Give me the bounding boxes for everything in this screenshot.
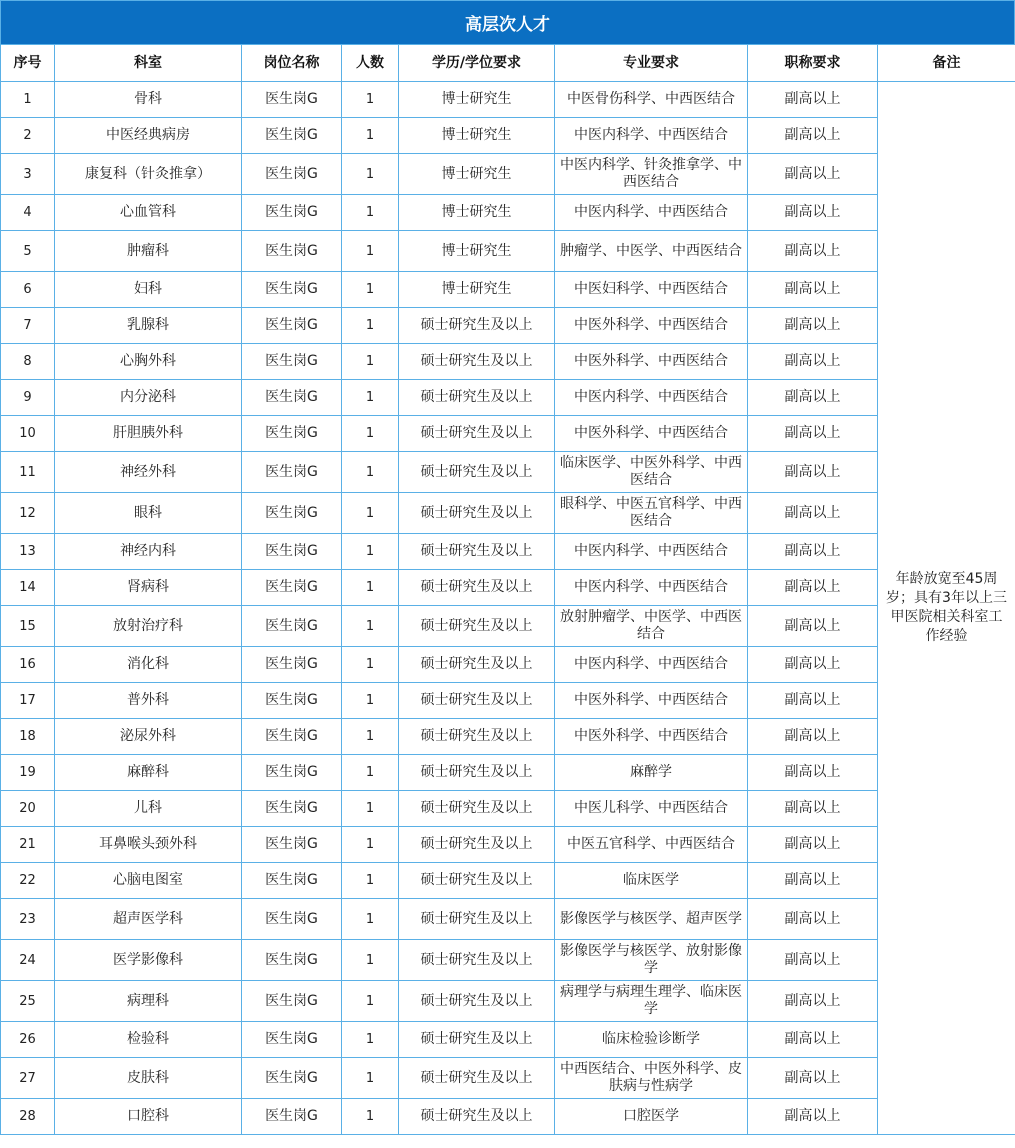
row-number: 18 <box>1 719 55 755</box>
education-cell: 硕士研究生及以上 <box>399 1058 555 1099</box>
professional-title-cell: 副高以上 <box>748 827 878 863</box>
department-cell: 消化科 <box>55 647 242 683</box>
education-cell: 硕士研究生及以上 <box>399 380 555 416</box>
education-cell: 硕士研究生及以上 <box>399 1099 555 1135</box>
headcount-cell: 1 <box>342 981 399 1022</box>
professional-title-cell: 副高以上 <box>748 272 878 308</box>
education-cell: 硕士研究生及以上 <box>399 344 555 380</box>
post-name-cell: 医生岗G <box>242 380 342 416</box>
row-number: 8 <box>1 344 55 380</box>
post-name-cell: 医生岗G <box>242 940 342 981</box>
post-name-cell: 医生岗G <box>242 755 342 791</box>
post-name-cell: 医生岗G <box>242 647 342 683</box>
table-row <box>1 493 1015 534</box>
header-dept: 科室 <box>55 45 242 82</box>
education-cell: 硕士研究生及以上 <box>399 940 555 981</box>
table-row <box>1 1022 1015 1058</box>
professional-title-cell: 副高以上 <box>748 647 878 683</box>
professional-title-cell: 副高以上 <box>748 416 878 452</box>
table-row <box>1 606 1015 647</box>
headcount-cell: 1 <box>342 863 399 899</box>
post-name-cell: 医生岗G <box>242 863 342 899</box>
headcount-cell: 1 <box>342 308 399 344</box>
table-row <box>1 1058 1015 1099</box>
table-row <box>1 981 1015 1022</box>
post-name-cell: 医生岗G <box>242 118 342 154</box>
major-cell: 口腔医学 <box>555 1099 748 1135</box>
table-title: 高层次人才 <box>0 0 1015 44</box>
row-number: 21 <box>1 827 55 863</box>
major-cell: 中西医结合、中医外科学、皮肤病与性病学 <box>555 1058 748 1099</box>
education-cell: 博士研究生 <box>399 195 555 231</box>
department-cell: 儿科 <box>55 791 242 827</box>
major-cell: 中医骨伤科学、中西医结合 <box>555 82 748 118</box>
table-row <box>1 683 1015 719</box>
table-row <box>1 380 1015 416</box>
department-cell: 中医经典病房 <box>55 118 242 154</box>
table-row <box>1 118 1015 154</box>
department-cell: 妇科 <box>55 272 242 308</box>
post-name-cell: 医生岗G <box>242 1022 342 1058</box>
row-number: 22 <box>1 863 55 899</box>
post-name-cell: 医生岗G <box>242 493 342 534</box>
table-row <box>1 534 1015 570</box>
major-cell: 临床检验诊断学 <box>555 1022 748 1058</box>
table-row <box>1 899 1015 940</box>
department-cell: 心脑电图室 <box>55 863 242 899</box>
row-number: 16 <box>1 647 55 683</box>
post-name-cell: 医生岗G <box>242 1058 342 1099</box>
post-name-cell: 医生岗G <box>242 82 342 118</box>
table-row <box>1 195 1015 231</box>
table-row <box>1 940 1015 981</box>
post-name-cell: 医生岗G <box>242 195 342 231</box>
professional-title-cell: 副高以上 <box>748 755 878 791</box>
professional-title-cell: 副高以上 <box>748 452 878 493</box>
row-number: 11 <box>1 452 55 493</box>
headcount-cell: 1 <box>342 791 399 827</box>
department-cell: 耳鼻喉头颈外科 <box>55 827 242 863</box>
post-name-cell: 医生岗G <box>242 308 342 344</box>
post-name-cell: 医生岗G <box>242 719 342 755</box>
table-row <box>1 344 1015 380</box>
major-cell: 中医内科学、中西医结合 <box>555 195 748 231</box>
row-number: 1 <box>1 82 55 118</box>
education-cell: 硕士研究生及以上 <box>399 791 555 827</box>
row-number: 9 <box>1 380 55 416</box>
education-cell: 博士研究生 <box>399 231 555 272</box>
post-name-cell: 医生岗G <box>242 570 342 606</box>
table-row <box>1 154 1015 195</box>
major-cell: 临床医学、中医外科学、中西医结合 <box>555 452 748 493</box>
major-cell: 眼科学、中医五官科学、中西医结合 <box>555 493 748 534</box>
major-cell: 中医内科学、中西医结合 <box>555 534 748 570</box>
table-row <box>1 755 1015 791</box>
row-number: 28 <box>1 1099 55 1135</box>
row-number: 5 <box>1 231 55 272</box>
department-cell: 泌尿外科 <box>55 719 242 755</box>
headcount-cell: 1 <box>342 755 399 791</box>
professional-title-cell: 副高以上 <box>748 940 878 981</box>
major-cell: 放射肿瘤学、中医学、中西医结合 <box>555 606 748 647</box>
professional-title-cell: 副高以上 <box>748 534 878 570</box>
department-cell: 检验科 <box>55 1022 242 1058</box>
professional-title-cell: 副高以上 <box>748 154 878 195</box>
headcount-cell: 1 <box>342 647 399 683</box>
department-cell: 神经内科 <box>55 534 242 570</box>
post-name-cell: 医生岗G <box>242 452 342 493</box>
table-row <box>1 647 1015 683</box>
headcount-cell: 1 <box>342 493 399 534</box>
row-number: 3 <box>1 154 55 195</box>
header-post: 岗位名称 <box>242 45 342 82</box>
post-name-cell: 医生岗G <box>242 231 342 272</box>
header-note: 备注 <box>878 45 1015 82</box>
headcount-cell: 1 <box>342 195 399 231</box>
professional-title-cell: 副高以上 <box>748 82 878 118</box>
post-name-cell: 医生岗G <box>242 791 342 827</box>
remarks-cell: 年龄放宽至45周岁；具有3年以上三甲医院相关科室工作经验 <box>878 82 1015 1135</box>
professional-title-cell: 副高以上 <box>748 606 878 647</box>
row-number: 14 <box>1 570 55 606</box>
department-cell: 神经外科 <box>55 452 242 493</box>
professional-title-cell: 副高以上 <box>748 719 878 755</box>
major-cell: 肿瘤学、中医学、中西医结合 <box>555 231 748 272</box>
education-cell: 硕士研究生及以上 <box>399 534 555 570</box>
department-cell: 心血管科 <box>55 195 242 231</box>
row-number: 24 <box>1 940 55 981</box>
headcount-cell: 1 <box>342 534 399 570</box>
professional-title-cell: 副高以上 <box>748 493 878 534</box>
education-cell: 硕士研究生及以上 <box>399 755 555 791</box>
header-count: 人数 <box>342 45 399 82</box>
headcount-cell: 1 <box>342 1022 399 1058</box>
major-cell: 中医外科学、中西医结合 <box>555 416 748 452</box>
row-number: 27 <box>1 1058 55 1099</box>
education-cell: 博士研究生 <box>399 272 555 308</box>
professional-title-cell: 副高以上 <box>748 981 878 1022</box>
headcount-cell: 1 <box>342 570 399 606</box>
professional-title-cell: 副高以上 <box>748 344 878 380</box>
headcount-cell: 1 <box>342 231 399 272</box>
department-cell: 病理科 <box>55 981 242 1022</box>
department-cell: 麻醉科 <box>55 755 242 791</box>
row-number: 23 <box>1 899 55 940</box>
headcount-cell: 1 <box>342 719 399 755</box>
table-row <box>1 231 1015 272</box>
major-cell: 临床医学 <box>555 863 748 899</box>
major-cell: 中医内科学、中西医结合 <box>555 647 748 683</box>
department-cell: 肝胆胰外科 <box>55 416 242 452</box>
professional-title-cell: 副高以上 <box>748 1022 878 1058</box>
headcount-cell: 1 <box>342 452 399 493</box>
header-no: 序号 <box>1 45 55 82</box>
row-number: 17 <box>1 683 55 719</box>
post-name-cell: 医生岗G <box>242 981 342 1022</box>
education-cell: 博士研究生 <box>399 82 555 118</box>
table-row <box>1 452 1015 493</box>
department-cell: 放射治疗科 <box>55 606 242 647</box>
table-row <box>1 416 1015 452</box>
professional-title-cell: 副高以上 <box>748 195 878 231</box>
department-cell: 心胸外科 <box>55 344 242 380</box>
row-number: 19 <box>1 755 55 791</box>
major-cell: 影像医学与核医学、超声医学 <box>555 899 748 940</box>
education-cell: 硕士研究生及以上 <box>399 308 555 344</box>
major-cell: 影像医学与核医学、放射影像学 <box>555 940 748 981</box>
department-cell: 骨科 <box>55 82 242 118</box>
headcount-cell: 1 <box>342 118 399 154</box>
education-cell: 博士研究生 <box>399 154 555 195</box>
table-row <box>1 570 1015 606</box>
post-name-cell: 医生岗G <box>242 534 342 570</box>
education-cell: 硕士研究生及以上 <box>399 570 555 606</box>
education-cell: 硕士研究生及以上 <box>399 981 555 1022</box>
row-number: 15 <box>1 606 55 647</box>
row-number: 2 <box>1 118 55 154</box>
row-number: 6 <box>1 272 55 308</box>
professional-title-cell: 副高以上 <box>748 570 878 606</box>
row-number: 7 <box>1 308 55 344</box>
education-cell: 硕士研究生及以上 <box>399 416 555 452</box>
row-number: 10 <box>1 416 55 452</box>
major-cell: 中医内科学、针灸推拿学、中西医结合 <box>555 154 748 195</box>
major-cell: 中医外科学、中西医结合 <box>555 344 748 380</box>
row-number: 26 <box>1 1022 55 1058</box>
major-cell: 中医内科学、中西医结合 <box>555 570 748 606</box>
headcount-cell: 1 <box>342 1058 399 1099</box>
post-name-cell: 医生岗G <box>242 827 342 863</box>
department-cell: 肿瘤科 <box>55 231 242 272</box>
headcount-cell: 1 <box>342 683 399 719</box>
headcount-cell: 1 <box>342 82 399 118</box>
post-name-cell: 医生岗G <box>242 416 342 452</box>
professional-title-cell: 副高以上 <box>748 863 878 899</box>
major-cell: 中医内科学、中西医结合 <box>555 380 748 416</box>
row-number: 12 <box>1 493 55 534</box>
headcount-cell: 1 <box>342 606 399 647</box>
professional-title-cell: 副高以上 <box>748 683 878 719</box>
table-row <box>1 308 1015 344</box>
department-cell: 口腔科 <box>55 1099 242 1135</box>
post-name-cell: 医生岗G <box>242 899 342 940</box>
post-name-cell: 医生岗G <box>242 154 342 195</box>
education-cell: 硕士研究生及以上 <box>399 493 555 534</box>
education-cell: 硕士研究生及以上 <box>399 1022 555 1058</box>
headcount-cell: 1 <box>342 380 399 416</box>
department-cell: 医学影像科 <box>55 940 242 981</box>
professional-title-cell: 副高以上 <box>748 118 878 154</box>
row-number: 4 <box>1 195 55 231</box>
professional-title-cell: 副高以上 <box>748 380 878 416</box>
post-name-cell: 医生岗G <box>242 683 342 719</box>
headcount-cell: 1 <box>342 272 399 308</box>
major-cell: 中医儿科学、中西医结合 <box>555 791 748 827</box>
professional-title-cell: 副高以上 <box>748 231 878 272</box>
department-cell: 康复科（针灸推拿） <box>55 154 242 195</box>
education-cell: 硕士研究生及以上 <box>399 606 555 647</box>
professional-title-cell: 副高以上 <box>748 791 878 827</box>
header-row <box>1 45 1015 82</box>
education-cell: 硕士研究生及以上 <box>399 452 555 493</box>
table-row <box>1 272 1015 308</box>
education-cell: 硕士研究生及以上 <box>399 647 555 683</box>
education-cell: 硕士研究生及以上 <box>399 683 555 719</box>
header-major: 专业要求 <box>555 45 748 82</box>
headcount-cell: 1 <box>342 827 399 863</box>
headcount-cell: 1 <box>342 416 399 452</box>
major-cell: 中医外科学、中西医结合 <box>555 719 748 755</box>
major-cell: 病理学与病理生理学、临床医学 <box>555 981 748 1022</box>
table-row <box>1 719 1015 755</box>
professional-title-cell: 副高以上 <box>748 899 878 940</box>
table-row <box>1 863 1015 899</box>
department-cell: 眼科 <box>55 493 242 534</box>
education-cell: 硕士研究生及以上 <box>399 827 555 863</box>
table-row <box>1 1099 1015 1135</box>
headcount-cell: 1 <box>342 154 399 195</box>
table-row <box>1 791 1015 827</box>
post-name-cell: 医生岗G <box>242 1099 342 1135</box>
headcount-cell: 1 <box>342 899 399 940</box>
department-cell: 内分泌科 <box>55 380 242 416</box>
header-title: 职称要求 <box>748 45 878 82</box>
professional-title-cell: 副高以上 <box>748 308 878 344</box>
major-cell: 中医妇科学、中西医结合 <box>555 272 748 308</box>
department-cell: 肾病科 <box>55 570 242 606</box>
education-cell: 硕士研究生及以上 <box>399 899 555 940</box>
professional-title-cell: 副高以上 <box>748 1099 878 1135</box>
department-cell: 超声医学科 <box>55 899 242 940</box>
major-cell: 中医五官科学、中西医结合 <box>555 827 748 863</box>
department-cell: 普外科 <box>55 683 242 719</box>
major-cell: 中医外科学、中西医结合 <box>555 308 748 344</box>
education-cell: 博士研究生 <box>399 118 555 154</box>
row-number: 13 <box>1 534 55 570</box>
post-name-cell: 医生岗G <box>242 606 342 647</box>
major-cell: 中医外科学、中西医结合 <box>555 683 748 719</box>
headcount-cell: 1 <box>342 1099 399 1135</box>
education-cell: 硕士研究生及以上 <box>399 863 555 899</box>
row-number: 20 <box>1 791 55 827</box>
post-name-cell: 医生岗G <box>242 272 342 308</box>
table-row <box>1 827 1015 863</box>
department-cell: 皮肤科 <box>55 1058 242 1099</box>
headcount-cell: 1 <box>342 344 399 380</box>
header-education: 学历/学位要求 <box>399 45 555 82</box>
post-name-cell: 医生岗G <box>242 344 342 380</box>
department-cell: 乳腺科 <box>55 308 242 344</box>
major-cell: 中医内科学、中西医结合 <box>555 118 748 154</box>
professional-title-cell: 副高以上 <box>748 1058 878 1099</box>
major-cell: 麻醉学 <box>555 755 748 791</box>
headcount-cell: 1 <box>342 940 399 981</box>
row-number: 25 <box>1 981 55 1022</box>
table-row <box>1 82 1015 118</box>
education-cell: 硕士研究生及以上 <box>399 719 555 755</box>
talent-table <box>0 44 1015 1135</box>
